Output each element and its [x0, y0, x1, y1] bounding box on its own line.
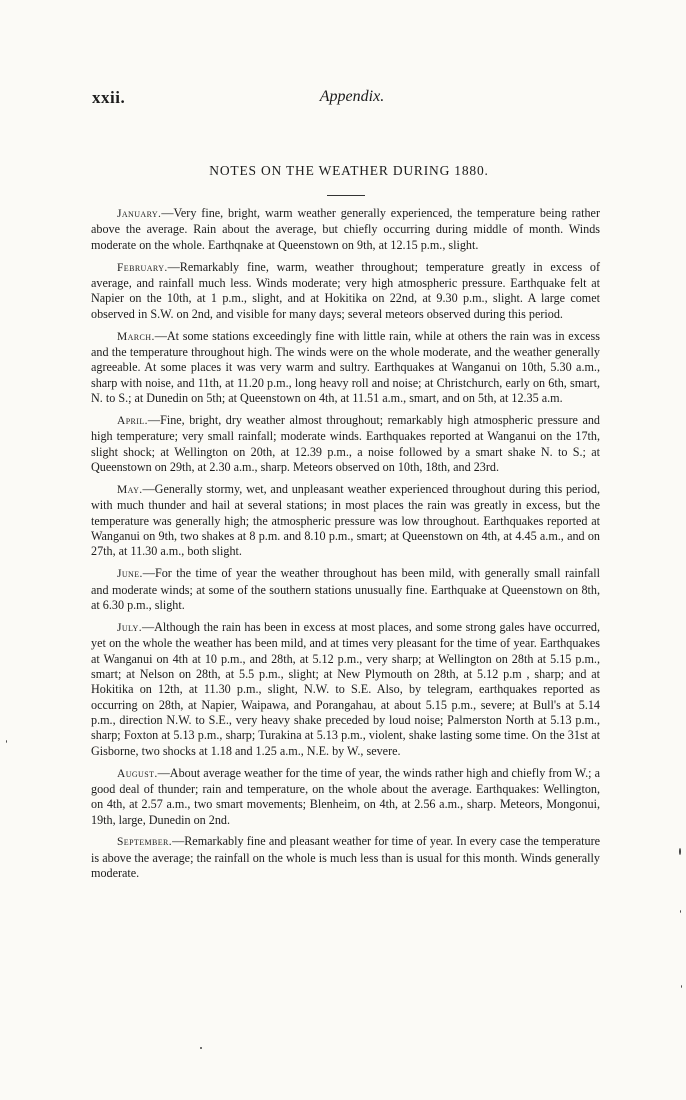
entry-july — [91, 620, 600, 759]
month-label: March. — [117, 330, 155, 343]
scan-speck — [6, 740, 7, 743]
entry-june — [91, 566, 600, 613]
entry-september — [91, 834, 600, 881]
entry-text: —Fine, bright, dry weather almost throughout; remarkably high atmospheric pressure and high temperature; very small rainfall; moderate winds. Earthquakes reported at Wanganui on the 17th, slight shock; at Wellington on 20th, at 12.39 p.m., a noise followed by a smart shake N. to S.; at Queenstown on 29th, at 2.30 a.m., sharp. Meteors observed on 10th, 18th, and 23rd. — [91, 412, 600, 474]
month-label: February. — [117, 261, 168, 274]
month-label: August. — [117, 767, 158, 780]
month-label: January. — [117, 208, 162, 220]
entry-february — [91, 260, 600, 322]
entry-may — [91, 482, 600, 560]
article-title-text: NOTES ON THE WEATHER DURING 1880. — [209, 163, 489, 178]
month-label: May. — [117, 483, 143, 496]
entry-april — [91, 413, 600, 475]
month-label: June. — [117, 568, 143, 581]
entry-text: —Generally stormy, wet, and unpleasant weather experienced throughout during this period, with much thunder and hail at several stations; in most places the rain was greatly in excess, but the temperature was generally high; the atmospheric pressure was low throughout. Earthquakes reported at Wanganui on 9th, two shakes at 8 p.m. and 8.10 p.m., smart; at Queenstown on 4th, at 4.45 a.m., and on 27th, at 11.30 a.m., both slight. — [91, 481, 600, 559]
month-label: April. — [117, 414, 148, 427]
entry-text: —Very fine, bright, warm weather generally experienced, the temperature being rather above the average. Rain about the average, but chiefly occurring during middle of month. Winds moderate on the whole. Earthqnake at Queenstown on 9th, at 12.15 p.m., slight. — [91, 206, 600, 252]
entry-text: —At some stations exceedingly fine with little rain, while at others the rain was in excess and the temperature throughout high. The winds were on the whole moderate, and the weather generally agreeable. At some places it was very warm and sultry. Earthquakes at Wanganui on 10th, 5.30 a.m., sharp with noise, and 11th, at 11.20 p.m., long heavy roll and noise; at Christchurch, early on 6th, smart, N. to S.; at Dunedin on 5th; at Queenstown on 4th, at 11.51 a.m., smart, and on 5th, at 12.35 a.m. — [91, 328, 600, 405]
scan-speck — [681, 985, 682, 988]
entry-text: —For the time of year the weather throughout has been mild, with generally small rainfall and moderate winds; at some of the southern stations unusually fine. Earthquake at Queenstown on 8th, at 6.30 p.m., slight. — [91, 566, 600, 612]
entry-text: —Remarkably fine, warm, weather throughout; temperature greatly in excess of average, and rainfall much less. Winds moderate; very high atmospheric pressure. Earthquake felt at Napier on the 10th, at 1 p.m., slight, and at Hokitika on 22nd, at 9.30 p.m., slight. A large comet observed in S.W. on 2nd, and visible for many days; several meteors observed during this period. — [91, 259, 600, 321]
entry-january — [91, 206, 600, 253]
month-label: July. — [117, 621, 142, 634]
entry-text: —About average weather for the time of year, the winds rather high and chiefly from W.; a good deal of thunder; rain and temperature, on the whole about the average. Earthquakes: Wellington, on 4th, at 2.57 a.m., two smart movements; Blenheim, on 4th, at 2.56 a.m., sharp. Meteors, Mongonui, 19th, large, Dunedin on 2nd. — [91, 765, 600, 827]
entry-text: —Although the rain has been in excess at most places, and some strong gales have occurred, yet on the whole the weather has been mild, and at times very pleasant for the time of year. Earthquakes at Wanganui on 4th at 10 p.m., and 28th, at 5.12 p.m., very sharp; at Wellington on 28th at 5.15 p.m., smart; at Nelson on 28th, at 5.5 p.m., slight; at New Plymouth on 28th, at 5.12 p.m , sharp; and at Hokitika on 12th, at 11.30 p.m., slight, N.W. to S.E. Also, by telegram, earthquakes reported as occurring on 28th, at Napier, Waipawa, and Porangahau, at about 5.15 p.m., severe; at Bull's at 5.14 p.m., direction N.W. to S.E., very heavy shake preceded by loud noise; Palmerston North at 5.13 p.m., sharp; Foxton at 5.13 p.m., sharp; Turakina at 5.13 p.m., violent, shake lasting some time. On the 31st at Gisborne, two shocks at 1.18 and 1.25 a.m., N.E. by W., severe. — [91, 619, 600, 758]
month-label: September. — [117, 836, 173, 849]
scan-speck — [680, 910, 681, 913]
entry-text: —Remarkably fine and pleasant weather for time of year. In every case the temperature is above the average; the rainfall on the whole is much less than is usual for this month. Winds generally moderate. — [91, 834, 600, 881]
entry-march — [91, 329, 600, 407]
article-title — [0, 163, 686, 179]
page-number: xxii. — [92, 88, 126, 107]
page-header — [0, 88, 686, 110]
scan-speck — [679, 848, 681, 855]
entry-august — [91, 766, 600, 828]
running-head-text: Appendix. — [319, 88, 385, 105]
scan-speck — [200, 1047, 202, 1049]
running-head — [0, 88, 686, 106]
title-rule — [327, 195, 365, 196]
article-body — [91, 206, 600, 888]
